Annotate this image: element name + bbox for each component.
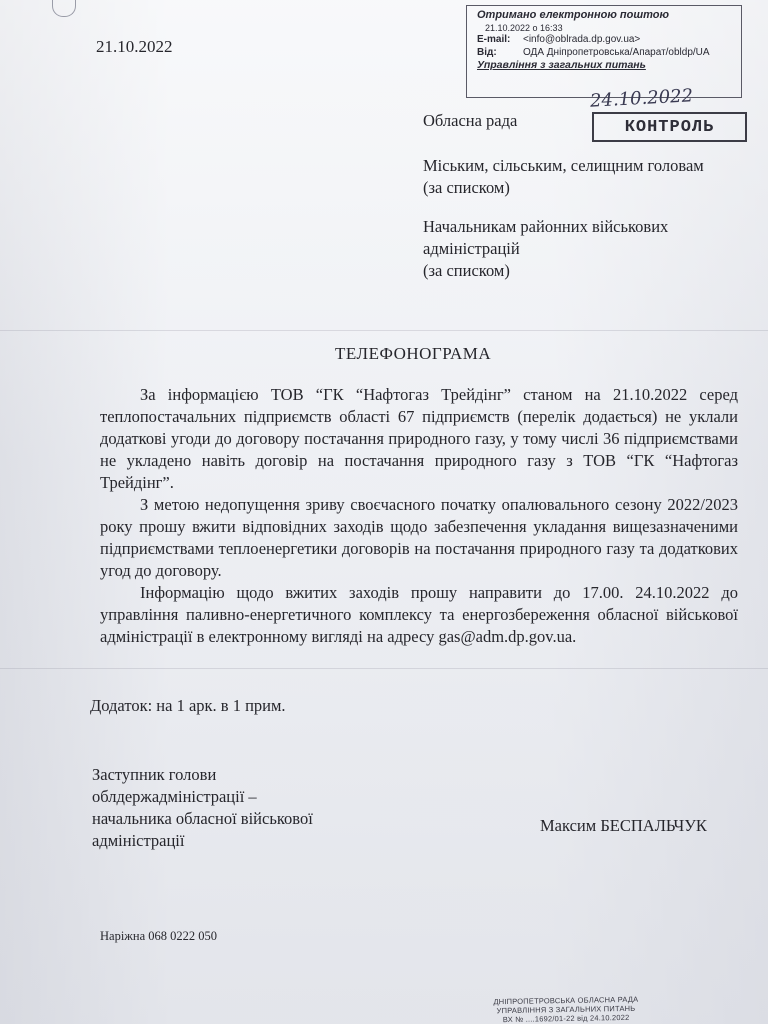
paper-crease [0,668,768,669]
addressee-city-heads [423,155,704,199]
stamp-department: Управління з загальних питань [477,59,646,71]
signer-title-line: Заступник голови [92,765,217,784]
executor-contact: Наріжна 068 0222 050 [100,929,218,943]
registration-line: ВХ № ....1692/01-22 від 24.10.2022 [502,1012,630,1024]
document-title: ТЕЛЕФОНОГРАМА [335,344,492,363]
addressee-line: Начальникам районних військових [423,217,669,236]
stamp-from-label: Від: [477,46,497,58]
paper-crease [0,330,768,331]
stamp-received-time: 21.10.2022 о 16:33 [485,22,563,33]
body-paragraph: За інформацією ТОВ “ГК “Нафтогаз Трейдінг” станом на 21.10.2022 серед теплопостачальних підприємств області 67 підприємств (перелік додається) не уклали додаткові угоди до договору постачання природного газу, у тому числі 36 підприємствами не укладено навіть договір на постачання природного газу з ТОВ “ГК “Нафтогаз Трейдінг”. [100,385,738,492]
signer-title-line: облдержадміністрації – [92,787,257,806]
document-body [100,384,738,648]
addressee-line: (за списком) [423,178,510,197]
body-paragraph: З метою недопущення зриву своєчасного початку опалювального сезону 2022/2023 року прошу вжити відповідних заходів щодо забезпечення укладання вищезазначеними підприємствами теплоенергетики договорів на постачання природного газу та додаткових угод до договору. [100,495,738,580]
addressee-line: (за списком) [423,261,510,280]
stamp-title: Отримано електронною поштою [477,9,669,21]
document-date: 21.10.2022 [96,37,173,56]
signer-name: Максим БЕСПАЛЬЧУК [540,816,707,835]
addressee-line: Міським, сільським, селищним головам [423,156,704,175]
addressee-district-administrations [423,216,668,282]
signer-title [92,764,313,852]
registration-line: УПРАВЛІННЯ З ЗАГАЛЬНИХ ПИТАНЬ [496,1003,636,1016]
handwritten-date: 24.10.2022 [589,85,694,112]
body-paragraph: Інформацію щодо вжитих заходів прошу направити до 17.00. 24.10.2022 до управління паливно-енергетичного комплексу та енергозбереження обласної військової адміністрації в електронному вигляді на адресу gas@adm.dp.gov.ua. [100,583,738,646]
paper-clip-icon [52,0,76,17]
attachment-note: Додаток: на 1 арк. в 1 прим. [90,696,286,715]
stamp-email: <info@oblrada.dp.gov.ua> [523,34,641,45]
addressee-line: адміністрацій [423,239,520,258]
addressee-line: Обласна рада [423,111,518,130]
received-email-stamp [466,5,742,98]
stamp-from: ОДА Дніпропетровська/Апарат/obldp/UA [523,46,710,58]
registration-line: ДНІПРОПЕТРОВСЬКА ОБЛАСНА РАДА [493,994,639,1007]
stamp-email-label: E-mail: [477,34,511,45]
signer-title-line: начальника обласної військової [92,809,313,828]
signer-title-line: адміністрації [92,831,185,850]
control-stamp: КОНТРОЛЬ [592,112,747,142]
registration-stamp [486,995,646,1024]
addressee-oblast-council [423,110,517,132]
